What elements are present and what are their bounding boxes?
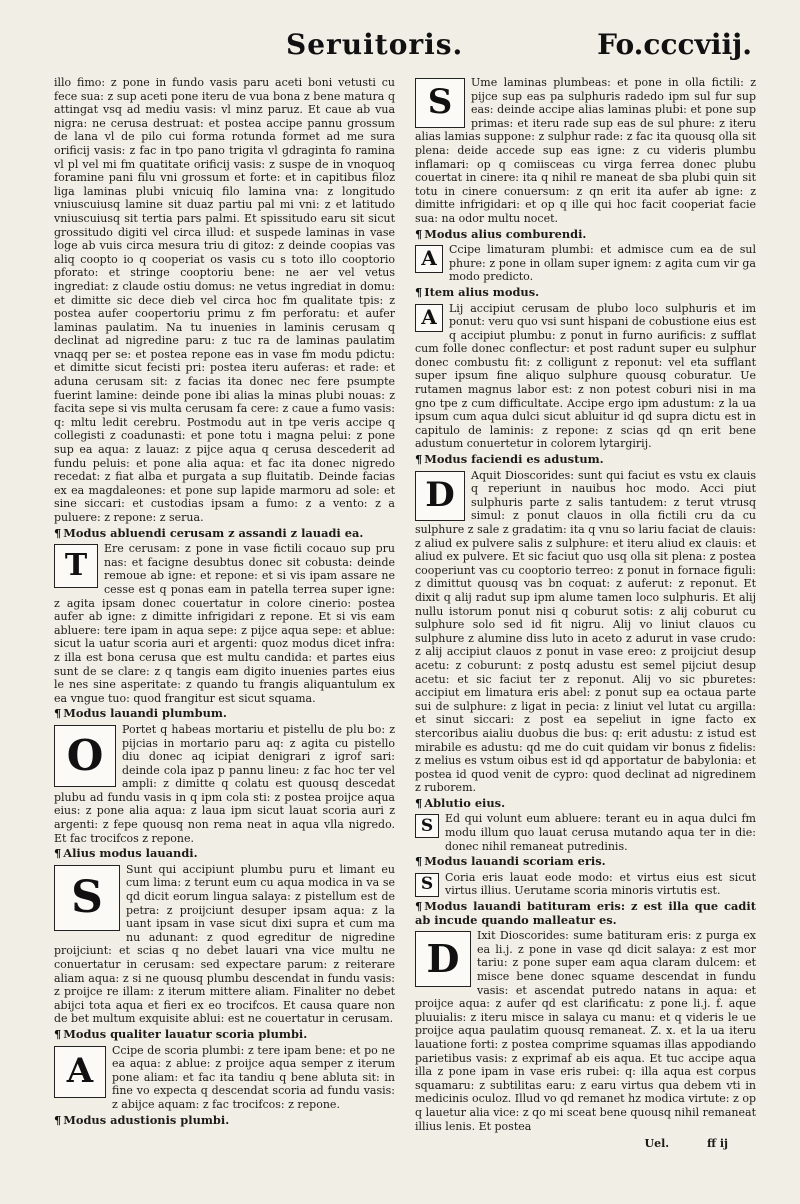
pilcrow-icon: ¶ xyxy=(415,452,423,467)
pilcrow-icon: ¶ xyxy=(415,284,423,299)
paragraph: Ed qui volunt eum abluere: terant eu in aqua dulci fm modu illum quo lauat cerusa mutando aqua ter in die: donec nihil remaneat putredinis. xyxy=(445,812,756,853)
decorated-initial: D xyxy=(415,471,465,521)
decorated-initial: O xyxy=(54,725,116,787)
pilcrow-icon: ¶ xyxy=(415,795,423,810)
section-heading xyxy=(415,900,756,927)
decorated-initial: A xyxy=(54,1046,106,1098)
paragraph: Lij accipiut cerusam de plubo loco sulphuris et im ponut: veru quo vsi sunt hispani de cobustione eius est q accipiut plumbu: z ponut in furno aurificis: z sufflat cum folle donec conflectur: et post radunt super eu sulphur donec combustu fit: z colligunt z reponut: vel eta sufflant super ipsum fine aliquo sulphure quousq coburatur. Ue rutamen magnus labor est: z non potest coburi nisi in ma gno tpe z cum difficultate. Accipe ergo ipm adustum: z la ua ipsum cum aqua dulci sicut abluitur id qd supra dictu est in capitulo de laminis: z repone: z scias qd qn erit bene adustum conuertetur in colorem lytargirij. xyxy=(415,301,756,451)
pilcrow-icon: ¶ xyxy=(415,854,423,869)
section-heading xyxy=(54,707,395,721)
section-heading xyxy=(54,1028,395,1042)
catchword: Uel. xyxy=(644,1137,670,1151)
heading-text: Modus lauandi plumbum. xyxy=(63,706,227,721)
heading-text: Modus abluendi cerusam z assandi z lauadi ea. xyxy=(63,525,364,540)
paragraph: Ccipe de scoria plumbi: z tere ipam bene: et po ne ea aqua: z ablue: z proijce aqua semper z iterum pone aliam: et fac ita tandiu q bene abluta sit: in fine vo expecta q descendat scoria ad fundu vasis: z abijce aquam: z fac trocifcos: z repone. xyxy=(112,1043,395,1111)
decorated-initial: A xyxy=(415,304,443,332)
section-heading xyxy=(54,527,395,541)
pilcrow-icon: ¶ xyxy=(54,846,62,861)
paragraph: Ere cerusam: z pone in vase fictili cocauo sup pru nas: et facigne desubtus donec sit cobusta: deinde remoue ab igne: et repone: et si vis ipam assare ne cesse est q ponas eam in patella terrea super igne: z agita ipsam donec couertatur in colore cinerio: postea aufer ab igne: z dimitte infrigidari z repone. Et si vis eam abluere: tere ipam in aqua sepe: z pijce aqua sepe: et ablue: sicut la uatur scoria auri et argenti: quoz modus dicet infra: z illa est bona cerusa que est multu candida: et partes eius sunt de se clare: z q tangis eam digito inuenies partes eius le nes sine asperitate: z quando tu frangis aliquantulum ex ea vngue tuo: quod frangitur est sicut squama. xyxy=(54,542,395,705)
section-heading xyxy=(54,847,395,861)
section-heading xyxy=(415,286,756,300)
decorated-initial: S xyxy=(415,78,465,128)
decorated-initial: S xyxy=(54,865,120,931)
paragraph: Sunt qui accipiunt plumbu puru et limant eu cum lima: z terunt eum cu aqua modica in va se qd dicit eorum lingua salaya: z pistellum est de petra: z proijciunt desuper ipsam aqua: z la uant ipsam in vase sicut dixi supra et cum ma nu adunant: z quod egreditur de nigredine proijciunt: et scias q no debet lauari vna vice multu ne conuertatur in cerusam: sed expectare parum: z reiterare aliam aqua: z si ne quousq plumbu descendat in fundu vasis: z proijce re illam: z iterum mittere aliam. Finaliter no debet abijci tota aqua et fieri ex eo trocifcos. Et causa quare non de bet multum exquisite ablui: est ne couertatur in cerusam. xyxy=(54,862,395,1026)
decorated-initial: A xyxy=(415,245,443,273)
pilcrow-icon: ¶ xyxy=(54,525,62,540)
heading-text: Ablutio eius. xyxy=(424,795,506,810)
decorated-initial: S xyxy=(415,814,439,838)
heading-text: Alius modus lauandi. xyxy=(63,846,198,861)
section-heading xyxy=(415,797,756,811)
folio-number: Fo.cccviij. xyxy=(597,28,752,61)
paragraph: Ume laminas plumbeas: et pone in olla fictili: z pijce sup eas pa sulphuris radedo ipm sul fur sup eas: deinde accipe alias laminas plubi: et pone sup primas: et iteru rade sup eas de sul phure: z iteru alias lamias suppone: z sulphur rade: z fac ita quousq olla sit plena: deide accede sup eas igne: z cu videris plumbu inflamari: op q comiisceas cu virga ferrea donec plubu couertat in cinere: ita q nihil re maneat de sba plubi quin sit totu in cinere conuersum: z qn erit ita aufer ab igne: z dimitte infrigidari: et op q ille qui hoc facit cooperiat facie sua: na odor multu nocet. xyxy=(415,76,756,225)
heading-text: Modus qualiter lauatur scoria plumbi. xyxy=(63,1026,308,1041)
paragraph: illo fimo: z pone in fundo vasis paru aceti boni vetusti cu fece sua: z sup aceti pone iteru de vua bona z bene matura q attingat vsq ad mediu vasis: vl minz paruz. Et caue ab vua nigra: ne cerusa destruat: et postea accipe pannu grossum de lana vl de pilo cui forma rotunda formet ad me sura orificij vasis: z fac in tpo pano trigita vl gdraginta fo ramina vl pl vel mi fm quatitate orificij vasis: z suspe de in vnoquoq foramine pani filu vni grossum et forte: et in capitibus filoz liga laminas plubi vnicuiq filo lamina vna: z longitudo vniuscuiusq lamine sit duaz partiu pal mi vni: z et latitudo vniuscuiusq sit tertia pars palmi. Et spissitudo earu sit sicut grossitudo digiti vel circa illud: et suspede laminas in vase loge ab vuis circa mesura triu di gitoz: z deinde coopias vas aliq coopto io q cooperiat os vasis cu s toto illo cooptorio pforato: et stringe cooptoriu bene: ne aer vel vetus ingrediat: z claude ostiu domus: ne vetus ingrediat in domu: et dimitte sic dece dieb vel circa hoc fm qualitate tpis: z postea aufer coopertoriu primu z fm perforatu: et aufer laminas paulatim. Na tu inuenies in laminis cerusam q declinat ad nigredine paru: z tuc ra de laminas paulatim vnaqq per se: et postea repone eas in vase fm modu pdictu: et dimitte sicut fecisti pri: postea iteru auferas: et rade: et aduna cerusam sit: z facias ita donec nec fere psumpte fuerint lamine: deinde pone ibi alias la minas plubi nouas: z facita sepe si vis multa cerusam fa cere: z caue a fumo vasis: q: mltu ledit cerebru. Postmodu aut in tpe veris accipe q collegisti z coadunasti: et pone totu i magna pelui: z pone sup ea aqua: z lauaz: z pijce aqua q cerusa descederit ad fundu peluis: et pone alia aqua: et fac ita donec nigredo recedat: z fiat alba et purgata a sup fluitatib. Deinde facias ex ea magdaleones: et pone sup lapide marmoru ad sole: et sine siccari: et custodias ipsam a fumo: z a vento: z a puluere: z repone: z serua. xyxy=(54,76,395,524)
section-heading xyxy=(415,855,756,869)
heading-text: Modus lauandi batituram eris: z est illa que cadit ab incude quando malleatur es. xyxy=(415,899,756,927)
paragraph: Aquit Dioscorides: sunt qui faciut es vstu ex clauis q reperiunt in nauibus hoc modo. Acci piut sulphuris parte z salis tantudem: z terut vtrusq simul: z ponut clauos in olla fictili cru da cu sulphure z sale z gradatim: ita q vnu so lariu faciat de clauis: z aliud ex pulvere salis z sulphure: et iteru aliud ex clauis: et aliud ex pulvere. Et sic faciut quo usq olla sit plena: z postea cooperiunt vas cu cooptorio terreo: z ponut in fornace figuli: z dimittut quousq vas bn coquat: z auferut: z reponut. Et dixit q alij radut sup ipm alume tamen loco sulphuris. Et alij nullu istorum ponut nisi q coburut sotis: z alij coburut cu sulphure solo sed id fit nigru. Alij vo liniut clauos cu sulphure z alumine diss luto in aceto z adurut in vase crudo: z alij accipiut clauos z ponut in vase ereo: z proijciut desup acetu: z coburunt: z postq adustu est semel pijciut desup acetu: et sic faciut ter z reponut. Alij vo sic pburetes: accipiut em limatura eris abel: z ponut sup ea octaua parte sui de sulphure: z ligat in pecia: z liniut vel lutat cu argilla: et sinut siccari: z post ea sepeliut in igne facto ex stercoribus aialiu duobus die bus: q: erit adustu: z istud est mirabile es adustu: qd me do cuit quidam vir bonus z fidelis: z melius es vstum oibus est id qd apportatur de babylonia: et postea id quod venit de cypro: quod declinat ad nigredinem z ruborem. xyxy=(415,468,756,795)
heading-text: Modus faciendi es adustum. xyxy=(424,452,604,467)
paragraph: Ccipe limaturam plumbi: et admisce cum ea de sul phure: z pone in ollam super ignem: z agita cum vir ga modo predicto. xyxy=(449,243,756,284)
decorated-initial: D xyxy=(415,931,471,987)
text-columns xyxy=(54,76,758,1151)
pilcrow-icon: ¶ xyxy=(415,899,423,914)
heading-text: Item alius modus. xyxy=(424,284,540,299)
paragraph: Coria eris lauat eode modo: et virtus eius est sicut virtus illius. Uerutame scoria minoris virtutis est. xyxy=(445,870,756,898)
paragraph: Portet q habeas mortariu et pistellu de plu bo: z pijcias in mortario paru aq: z agita cu pistello diu donec aq icipiat denigrari z igrof sari: deinde cola ipaz p pannu lineu: z fac hoc ter vel ampli: z dimitte q colatu est quousq descedat plubu ad fundu vasis in q ipm cola sti: z postea proijce aqua eius: z pone alia aqua: z laua ipm sicut lauat scoria auri z argenti: z fepe quousq non rema neat in aqua vlla nigredo. Et fac trocifcos z repone. xyxy=(54,722,395,845)
page-header xyxy=(54,26,758,76)
pilcrow-icon: ¶ xyxy=(54,706,62,721)
paragraph: Ixit Dioscorides: sume batituram eris: z purga ex ea li.j. z pone in vase qd dicit salaya: z est mor tariu: z pone super eam aqua claram dulcem: et misce bene donec squame descendat in fundu vasis: et ascendat putredo natans in aqua: et proijce aqua: z aufer qd est clarificatu: z pone li.j. f. aque pluuialis: z iteru misce in salaya cu manu: et q videris le ue proijce aqua paulatim quousq remaneat. Z. x. et la ua iteru lauatione forti: z postea comprime squamas illas appodiando parietibus vasis: z exprimaf ab eis aqua. Et tuc accipe aqua illa z pone ipam in vase eris rubei: q: illa aqua est corpus squamaru: z subtilitas earu: z earu virtus qua debem vti in medicinis oculoz. Illud vo qd remanet hz modica virtute: z op q lauetur alia vice: z qo mi sceat bene quousq nihil remaneat illius lenis. Et postea xyxy=(415,929,756,1133)
pilcrow-icon: ¶ xyxy=(54,1112,62,1127)
heading-text: Modus alius comburendi. xyxy=(424,226,587,241)
running-head: Seruitoris. xyxy=(286,28,464,61)
section-heading xyxy=(415,228,756,242)
pilcrow-icon: ¶ xyxy=(415,226,423,241)
decorated-initial: T xyxy=(54,544,98,588)
left-column xyxy=(54,76,395,1151)
signature-mark: ff ij xyxy=(706,1137,728,1151)
signature-line xyxy=(415,1137,756,1151)
decorated-initial: S xyxy=(415,873,439,897)
section-heading xyxy=(54,1114,395,1128)
heading-text: Modus adustionis plumbi. xyxy=(63,1112,230,1127)
heading-text: Modus lauandi scoriam eris. xyxy=(424,854,606,869)
section-heading xyxy=(415,453,756,467)
pilcrow-icon: ¶ xyxy=(54,1026,62,1041)
right-column xyxy=(415,76,756,1151)
